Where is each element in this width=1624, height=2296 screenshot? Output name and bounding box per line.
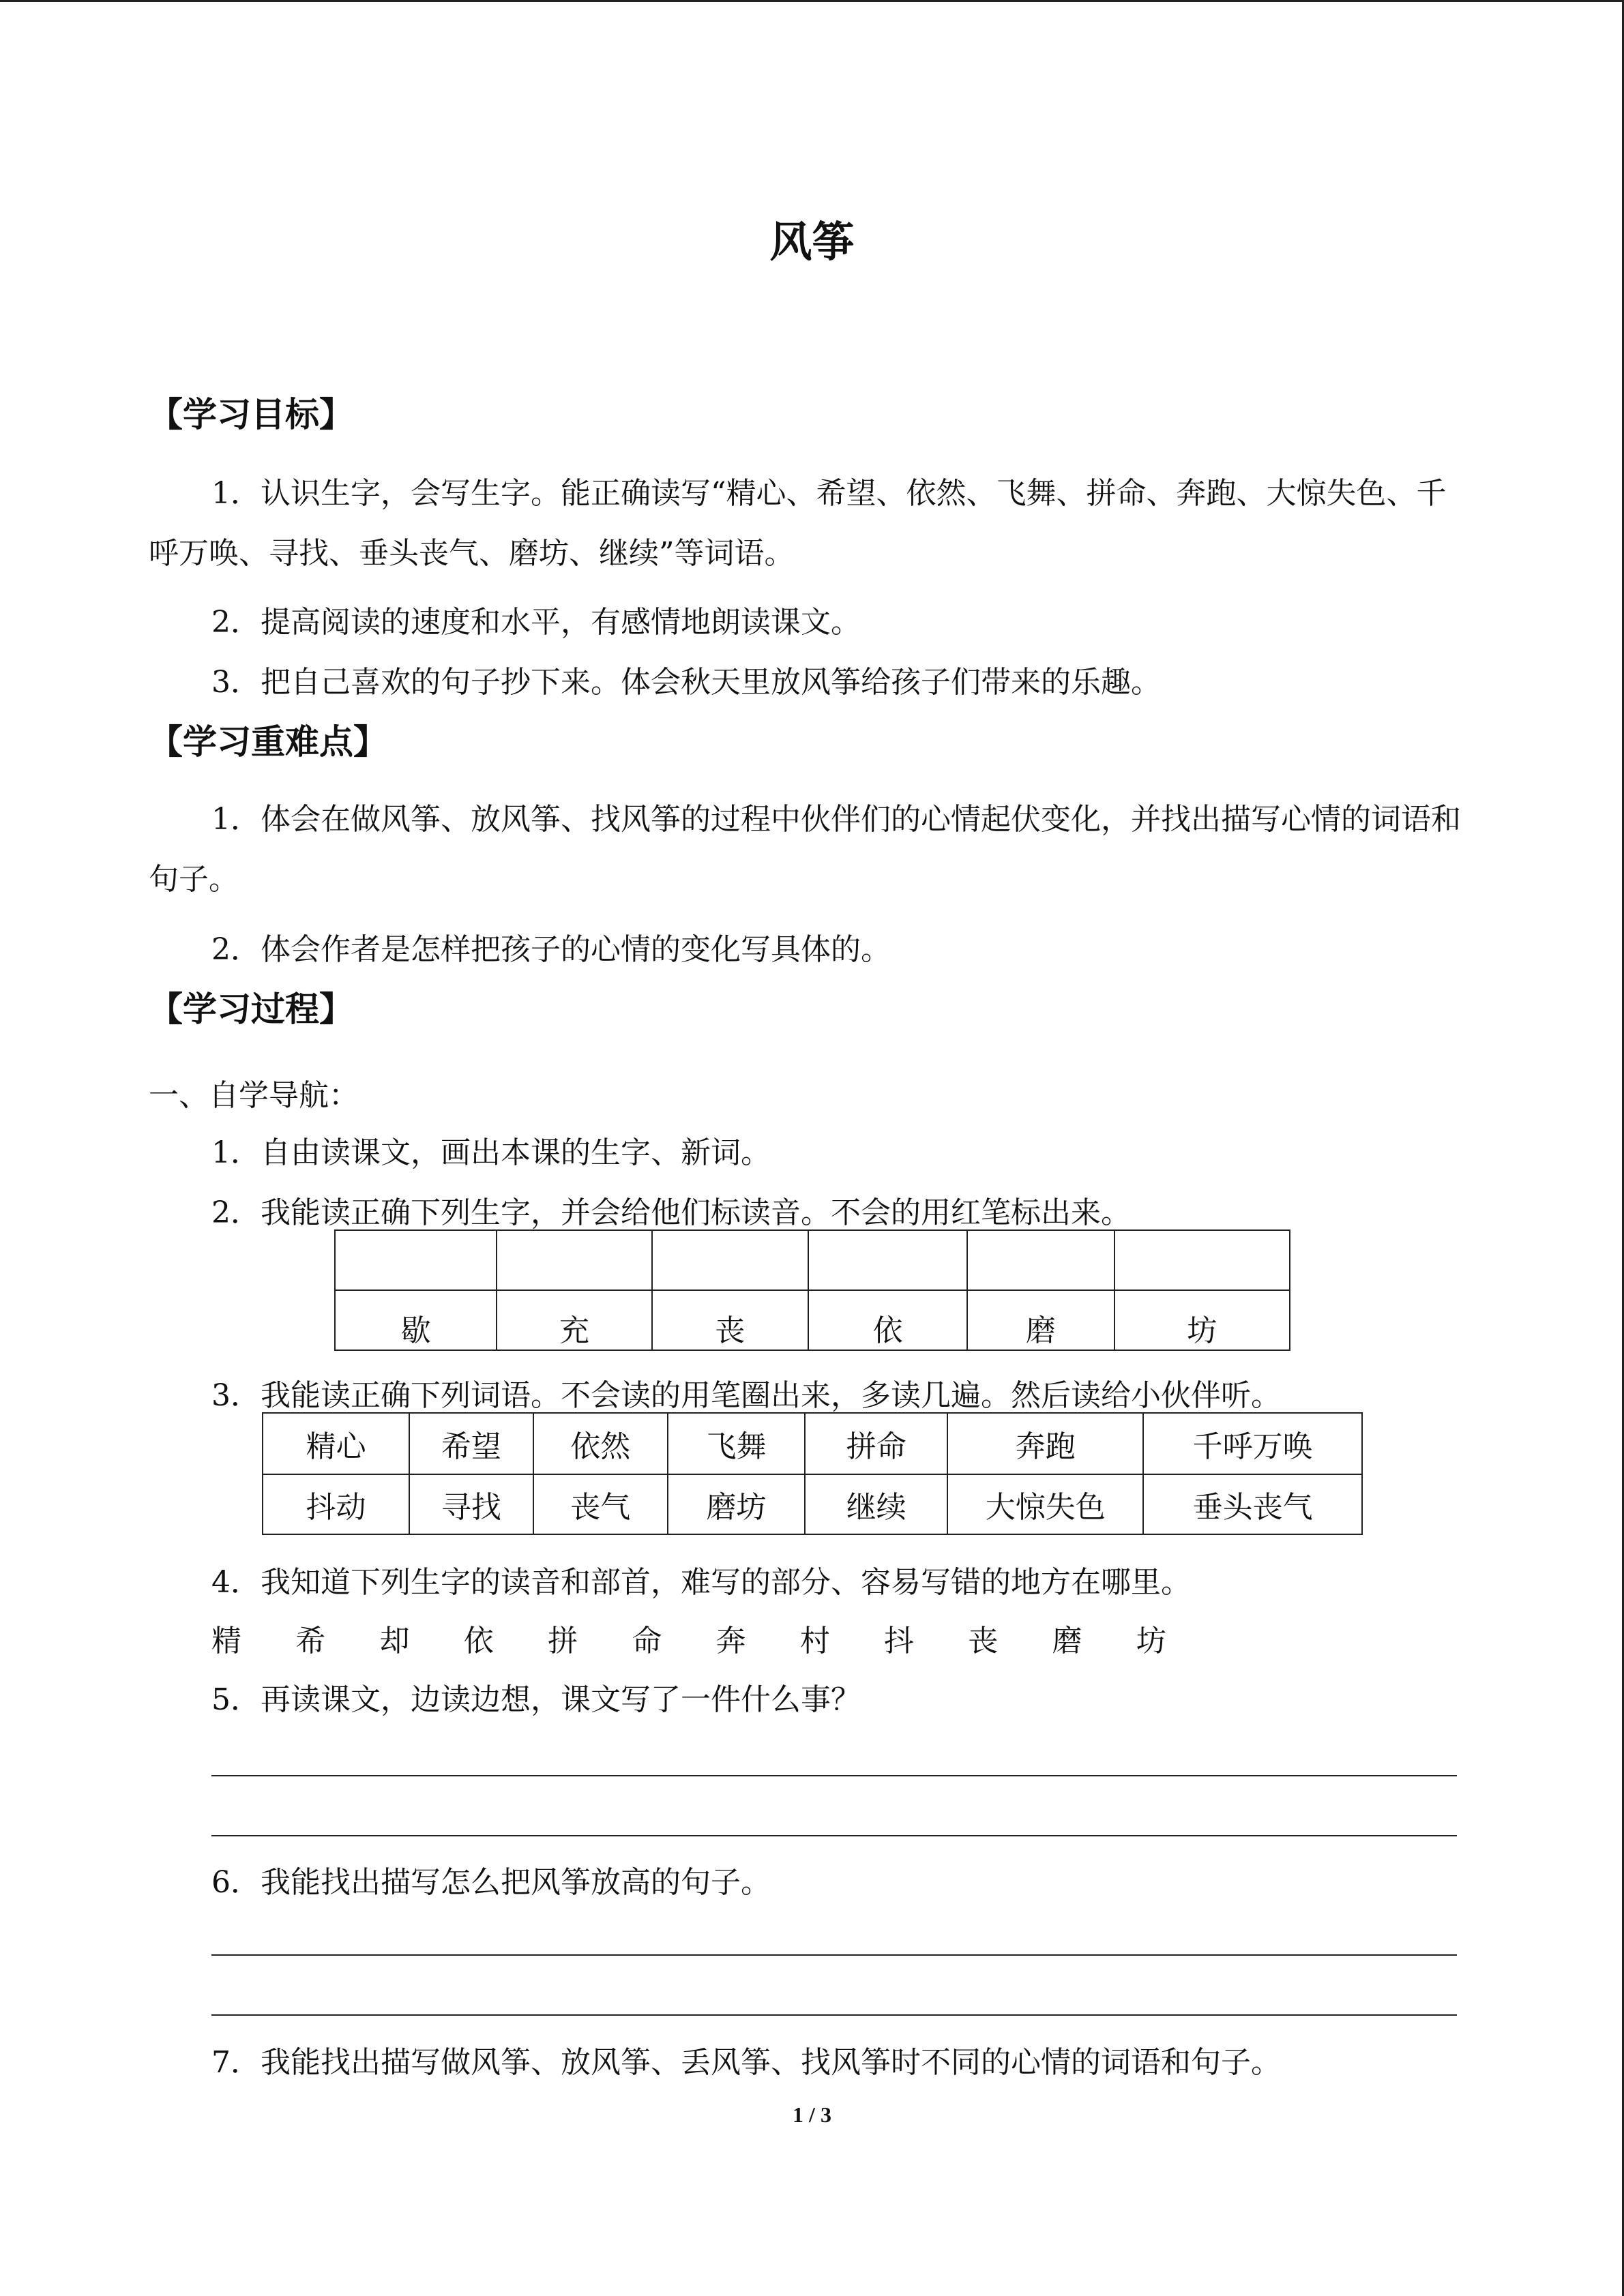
answer-line[interactable] bbox=[211, 1775, 1457, 1776]
word-reading-table bbox=[262, 1412, 1363, 1535]
key-point-item-1: 1．体会在做风筝、放风筝、找风筝的过程中伙伴们的心情起伏变化，并找出描写心情的词语和句子。 bbox=[149, 802, 1461, 897]
character-cell: 充 bbox=[497, 1290, 651, 1350]
character-item: 命 bbox=[632, 1624, 662, 1658]
character-item: 奔 bbox=[715, 1624, 746, 1658]
question-7: 7．我能找出描写做风筝、放风筝、丢风筝、找风筝时不同的心情的词语和句子。 bbox=[211, 2045, 1281, 2080]
goal-item-1: 1．认识生字，会写生字。能正确读写“精心、希望、依然、飞舞、拼命、奔跑、大惊失色、千呼万唤、寻找、垂头丧气、磨坊、继续”等词语。 bbox=[149, 476, 1447, 571]
word-cell: 继续 bbox=[805, 1474, 947, 1534]
character-item: 村 bbox=[799, 1624, 830, 1658]
pinyin-cell[interactable] bbox=[652, 1230, 808, 1290]
answer-line[interactable] bbox=[211, 2014, 1457, 2016]
character-item: 拼 bbox=[548, 1624, 578, 1658]
question-2: 2．我能读正确下列生字，并会给他们标读音。不会的用红笔标出来。 bbox=[211, 1195, 1131, 1230]
word-cell: 精心 bbox=[263, 1413, 409, 1474]
character-cell: 丧 bbox=[652, 1290, 808, 1350]
section-heading-key-points: 【学习重难点】 bbox=[149, 722, 387, 762]
character-item: 却 bbox=[379, 1624, 410, 1658]
character-cell: 磨 bbox=[967, 1290, 1114, 1350]
page-title: 风筝 bbox=[769, 217, 855, 267]
question-3: 3．我能读正确下列词语。不会读的用笔圈出来，多读几遍。然后读给小伙伴听。 bbox=[211, 1378, 1281, 1413]
page-number: 1 / 3 bbox=[793, 2102, 831, 2127]
character-item: 依 bbox=[463, 1624, 494, 1658]
question-4: 4．我知道下列生字的读音和部首，难写的部分、容易写错的地方在哪里。 bbox=[211, 1565, 1191, 1600]
character-cell: 坊 bbox=[1114, 1290, 1290, 1350]
character-item: 磨 bbox=[1052, 1624, 1082, 1658]
character-item: 坊 bbox=[1136, 1624, 1166, 1658]
character-pinyin-table bbox=[334, 1229, 1290, 1351]
word-cell: 大惊失色 bbox=[947, 1474, 1143, 1534]
answer-line[interactable] bbox=[211, 1835, 1457, 1836]
word-cell: 抖动 bbox=[263, 1474, 409, 1534]
pinyin-cell[interactable] bbox=[335, 1230, 497, 1290]
question-5: 5．再读课文，边读边想，课文写了一件什么事？ bbox=[211, 1682, 861, 1717]
pinyin-cell[interactable] bbox=[497, 1230, 651, 1290]
self-study-heading: 一、自学导航： bbox=[149, 1078, 359, 1113]
word-cell: 垂头丧气 bbox=[1143, 1474, 1362, 1534]
pinyin-cell[interactable] bbox=[1114, 1230, 1290, 1290]
character-item: 精 bbox=[211, 1624, 241, 1658]
character-item: 丧 bbox=[968, 1624, 999, 1658]
word-cell: 飞舞 bbox=[668, 1413, 805, 1474]
key-point-item-2: 2．体会作者是怎样把孩子的心情的变化写具体的。 bbox=[211, 932, 891, 967]
page-border-top bbox=[0, 0, 1624, 2]
pinyin-cell[interactable] bbox=[808, 1230, 967, 1290]
character-list bbox=[211, 1616, 1166, 1660]
word-cell: 千呼万唤 bbox=[1143, 1413, 1362, 1474]
section-heading-goals: 【学习目标】 bbox=[149, 395, 353, 434]
word-cell: 寻找 bbox=[409, 1474, 533, 1534]
goal-item-2: 2．提高阅读的速度和水平，有感情地朗读课文。 bbox=[211, 605, 861, 640]
character-item: 抖 bbox=[884, 1624, 915, 1658]
word-cell: 拼命 bbox=[805, 1413, 947, 1474]
word-cell: 依然 bbox=[533, 1413, 668, 1474]
word-cell: 磨坊 bbox=[668, 1474, 805, 1534]
character-cell: 歇 bbox=[335, 1290, 497, 1350]
question-1: 1．自由读课文，画出本课的生字、新词。 bbox=[211, 1135, 771, 1170]
word-cell: 希望 bbox=[409, 1413, 533, 1474]
answer-line[interactable] bbox=[211, 1954, 1457, 1956]
word-cell: 奔跑 bbox=[947, 1413, 1143, 1474]
section-heading-process: 【学习过程】 bbox=[149, 989, 353, 1029]
pinyin-cell[interactable] bbox=[967, 1230, 1114, 1290]
goal-item-3: 3．把自己喜欢的句子抄下来。体会秋天里放风筝给孩子们带来的乐趣。 bbox=[211, 665, 1161, 700]
question-6: 6．我能找出描写怎么把风筝放高的句子。 bbox=[211, 1865, 771, 1900]
word-cell: 丧气 bbox=[533, 1474, 668, 1534]
character-cell: 依 bbox=[808, 1290, 967, 1350]
character-item: 希 bbox=[295, 1624, 326, 1658]
